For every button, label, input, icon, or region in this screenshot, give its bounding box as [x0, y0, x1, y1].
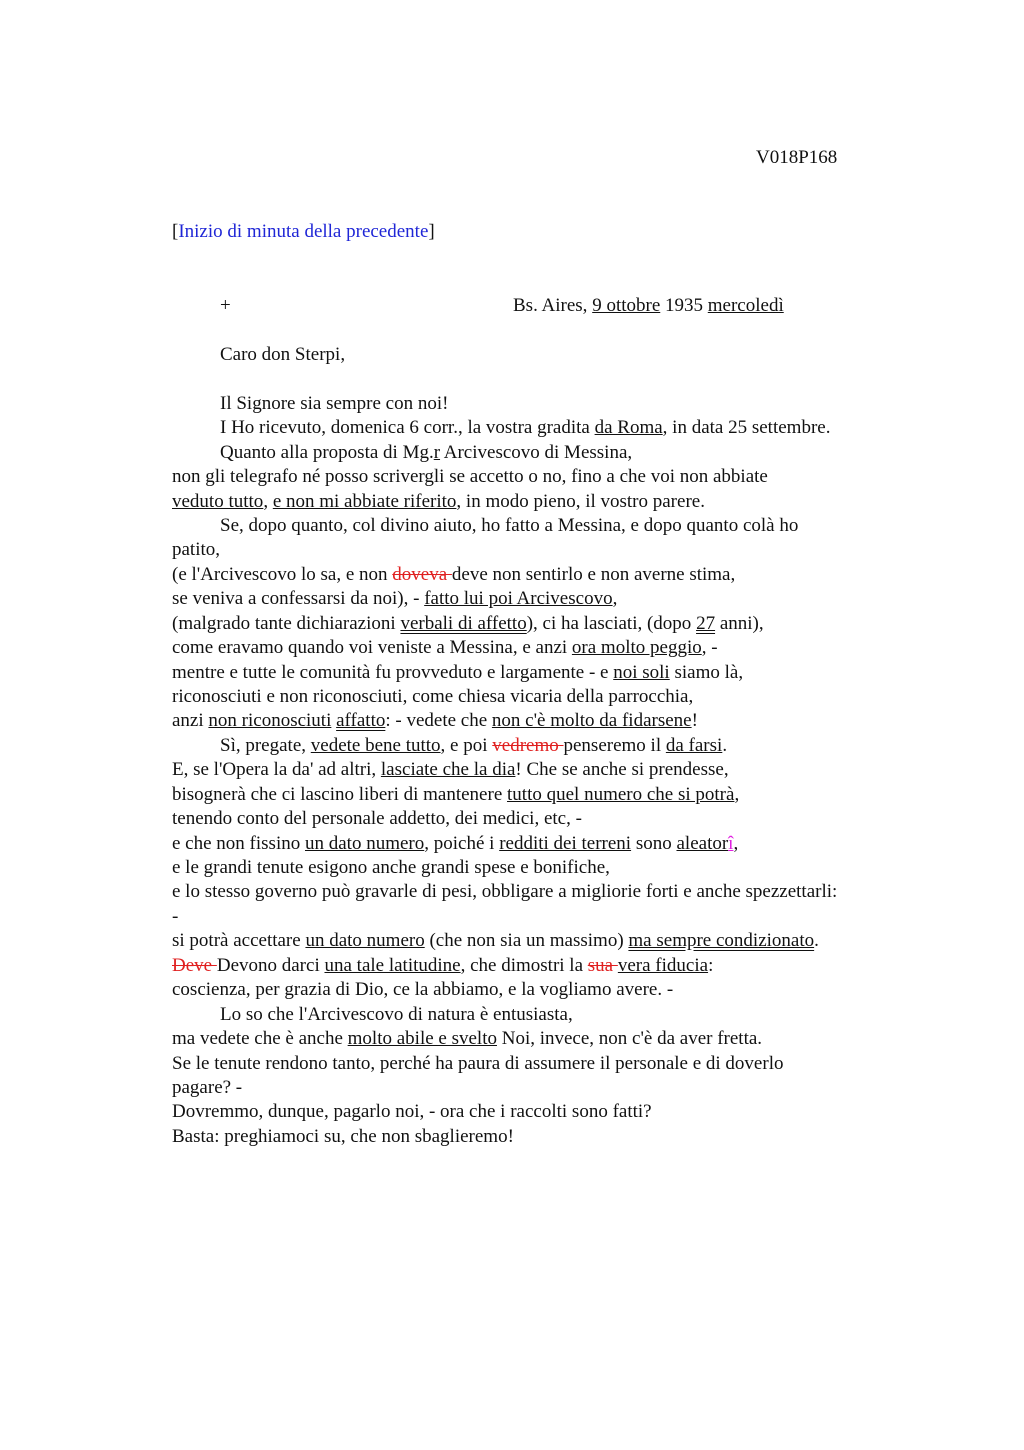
text-line: Se, dopo quanto, col divino aiuto, ho fatto a Messina, e dopo quanto colà ho — [220, 515, 799, 536]
text-line: Sì, pregate, vedete bene tutto, e poi vedremo penseremo il da farsi. — [220, 735, 728, 756]
text-line: non gli telegrafo né posso scrivergli se accetto o no, fino a che voi non abbiate — [172, 466, 768, 487]
text-line: ma vedete che è anche molto abile e svelto Noi, invece, non c'è da aver fretta. — [172, 1028, 763, 1049]
text-line: come eravamo quando voi veniste a Messina, e anzi ora molto peggio, - — [172, 637, 718, 658]
text-line: anzi non riconosciuti affatto: - vedete che non c'è molto da fidarsene! — [172, 710, 698, 731]
text-line: patito, — [172, 539, 221, 560]
text-line: (malgrado tante dichiarazioni verbali di affetto), ci ha lasciati, (dopo 27 anni), — [172, 613, 764, 634]
text-line: se veniva a confessarsi da noi), - fatto lui poi Arcivescovo, — [172, 588, 618, 609]
text-line: riconosciuti e non riconosciuti, come chiesa vicaria della parrocchia, — [172, 686, 694, 707]
letter-date: Bs. Aires, 9 ottobre 1935 mercoledì — [513, 295, 784, 316]
text-line: Lo so che l'Arcivescovo di natura è entusiasta, — [220, 1004, 573, 1025]
text-line: I Ho ricevuto, domenica 6 corr., la vostra gradita da Roma, in data 25 settembre. — [220, 417, 831, 438]
deleted-word: doveva — [392, 564, 452, 585]
text-line: Quanto alla proposta di Mg.r Arcivescovo di Messina, — [220, 442, 633, 463]
text-line: pagare? - — [172, 1077, 243, 1098]
deleted-word: sua — [587, 955, 618, 976]
text-line: e che non fissino un dato numero, poiché i redditi dei terreni sono aleatorî, — [172, 833, 739, 854]
corrected-letter: î — [728, 833, 734, 854]
editorial-note-text: Inizio di minuta della precedente — [178, 221, 429, 242]
text-line: Deve Devono darci una tale latitudine, che dimostri la sua vera fiducia: — [172, 955, 714, 976]
salutation: Caro don Sterpi, — [220, 344, 346, 365]
text-line: Il Signore sia sempre con noi! — [220, 393, 449, 414]
document-code: V018P168 — [756, 147, 838, 168]
text-line: E, se l'Opera la da' ad altri, lasciate che la dia! Che se anche si prendesse, — [172, 759, 729, 780]
text-line: Dovremmo, dunque, pagarlo noi, - ora che i raccolti sono fatti? — [172, 1101, 652, 1122]
text-line: e le grandi tenute esigono anche grandi spese e bonifiche, — [172, 857, 610, 878]
text-line: e lo stesso governo può gravarle di pesi, obbligare a migliorie forti e anche spezzettarli: — [172, 881, 838, 902]
cross-symbol: + — [220, 295, 231, 316]
text-line: bisognerà che ci lascino liberi di mantenere tutto quel numero che si potrà, — [172, 784, 740, 805]
text-line: Basta: preghiamoci su, che non sbaglieremo! — [172, 1126, 514, 1147]
text-line: mentre e tutte le comunità fu provveduto e largamente - e noi soli siamo là, — [172, 662, 744, 683]
text-line: si potrà accettare un dato numero (che non sia un massimo) ma sempre condizionato. — [172, 930, 819, 951]
text-line: - — [172, 906, 179, 927]
text-line: (e l'Arcivescovo lo sa, e non doveva deve non sentirlo e non averne stima, — [172, 564, 736, 585]
editorial-note: [Inizio di minuta della precedente] — [172, 221, 435, 242]
text-line: veduto tutto, e non mi abbiate riferito, in modo pieno, il vostro parere. — [172, 491, 705, 512]
text-line: Se le tenute rendono tanto, perché ha paura di assumere il personale e di doverlo — [172, 1053, 784, 1074]
deleted-word: vedremo — [492, 735, 564, 756]
text-line: coscienza, per grazia di Dio, ce la abbiamo, e la vogliamo avere. - — [172, 979, 674, 1000]
deleted-word: Deve — [172, 955, 217, 976]
text-line: tenendo conto del personale addetto, dei medici, etc, - — [172, 808, 582, 829]
